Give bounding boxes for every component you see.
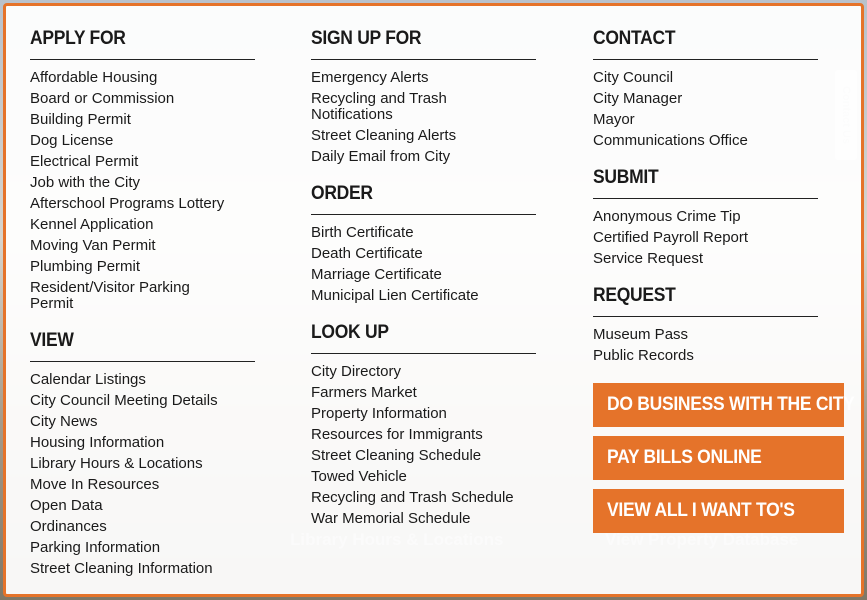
link-birth-certificate[interactable]: Birth Certificate — [311, 224, 414, 241]
link-certified-payroll-report[interactable]: Certified Payroll Report — [593, 229, 749, 246]
link-resident-visitor-parking-permit[interactable]: Resident/Visitor Parking Permit — [30, 279, 190, 312]
link-museum-pass[interactable]: Museum Pass — [593, 326, 689, 343]
link-board-or-commission[interactable]: Board or Commission — [30, 90, 175, 107]
link-anonymous-crime-tip[interactable]: Anonymous Crime Tip — [593, 208, 741, 225]
link-job-with-city[interactable]: Job with the City — [30, 174, 141, 191]
link-parking-information[interactable]: Parking Information — [30, 539, 161, 556]
section-divider — [30, 361, 255, 362]
section-divider — [30, 59, 255, 60]
link-service-request[interactable]: Service Request — [593, 250, 704, 267]
link-afterschool-lottery[interactable]: Afterschool Programs Lottery — [30, 195, 225, 212]
request-list — [593, 327, 833, 369]
section-heading-sign-up-for: SIGN UP FOR — [311, 28, 422, 49]
pay-bills-label: PAY BILLS ONLINE — [607, 447, 762, 468]
link-public-records[interactable]: Public Records — [593, 347, 694, 364]
section-heading-request: REQUEST — [593, 285, 676, 306]
link-kennel-application[interactable]: Kennel Application — [30, 216, 154, 233]
link-resources-for-immigrants[interactable]: Resources for Immigrants — [311, 426, 483, 443]
section-heading-view: VIEW — [30, 330, 74, 351]
link-war-memorial-schedule[interactable]: War Memorial Schedule — [311, 510, 471, 527]
submit-list — [593, 209, 833, 272]
view-all-button[interactable] — [593, 489, 844, 533]
link-city-council[interactable]: City Council — [593, 69, 674, 86]
do-business-label: DO BUSINESS WITH THE CITY — [607, 394, 855, 415]
link-plumbing-permit[interactable]: Plumbing Permit — [30, 258, 141, 275]
section-divider — [593, 316, 818, 317]
link-mayor[interactable]: Mayor — [593, 111, 635, 128]
contact-list — [593, 70, 833, 154]
link-library-hours[interactable]: Library Hours & Locations — [30, 455, 203, 472]
do-business-button[interactable] — [593, 383, 855, 427]
section-heading-order: ORDER — [311, 183, 373, 204]
link-affordable-housing[interactable]: Affordable Housing — [30, 69, 158, 86]
view-list — [30, 372, 270, 582]
section-heading-contact: CONTACT — [593, 28, 676, 49]
link-city-council-meeting-details[interactable]: City Council Meeting Details — [30, 392, 218, 409]
link-street-cleaning-alerts[interactable]: Street Cleaning Alerts — [311, 127, 457, 144]
i-want-to-menu-panel — [3, 3, 864, 597]
link-calendar-listings[interactable]: Calendar Listings — [30, 371, 146, 388]
link-city-news[interactable]: City News — [30, 413, 98, 430]
link-ordinances[interactable]: Ordinances — [30, 518, 107, 535]
section-divider — [593, 198, 818, 199]
link-municipal-lien-certificate[interactable]: Municipal Lien Certificate — [311, 287, 479, 304]
section-divider — [311, 353, 536, 354]
link-farmers-market[interactable]: Farmers Market — [311, 384, 417, 401]
link-recycling-trash-notifications[interactable]: Recycling and Trash Notifications — [311, 90, 447, 123]
link-daily-email[interactable]: Daily Email from City — [311, 148, 451, 165]
section-heading-look-up: LOOK UP — [311, 322, 389, 343]
view-all-label: VIEW ALL I WANT TO'S — [607, 500, 795, 521]
section-divider — [311, 214, 536, 215]
link-city-directory[interactable]: City Directory — [311, 363, 402, 380]
section-heading-submit: SUBMIT — [593, 167, 659, 188]
link-communications-office[interactable]: Communications Office — [593, 132, 748, 149]
link-dog-license[interactable]: Dog License — [30, 132, 114, 149]
section-heading-apply-for: APPLY FOR — [30, 28, 126, 49]
link-open-data[interactable]: Open Data — [30, 497, 103, 514]
pay-bills-button[interactable] — [593, 436, 844, 480]
apply-for-list — [30, 70, 270, 317]
link-emergency-alerts[interactable]: Emergency Alerts — [311, 69, 429, 86]
link-housing-information[interactable]: Housing Information — [30, 434, 165, 451]
link-street-cleaning-information[interactable]: Street Cleaning Information — [30, 560, 213, 577]
link-recycling-trash-schedule[interactable]: Recycling and Trash Schedule — [311, 489, 514, 506]
section-divider — [311, 59, 536, 60]
section-divider — [593, 59, 818, 60]
sign-up-for-list — [311, 70, 551, 170]
link-towed-vehicle[interactable]: Towed Vehicle — [311, 468, 407, 485]
link-electrical-permit[interactable]: Electrical Permit — [30, 153, 139, 170]
link-property-information[interactable]: Property Information — [311, 405, 447, 422]
link-move-in-resources[interactable]: Move In Resources — [30, 476, 160, 493]
link-building-permit[interactable]: Building Permit — [30, 111, 131, 128]
link-street-cleaning-schedule[interactable]: Street Cleaning Schedule — [311, 447, 482, 464]
order-list — [311, 225, 551, 309]
link-city-manager[interactable]: City Manager — [593, 90, 683, 107]
look-up-list — [311, 364, 551, 532]
link-moving-van-permit[interactable]: Moving Van Permit — [30, 237, 156, 254]
link-marriage-certificate[interactable]: Marriage Certificate — [311, 266, 442, 283]
link-death-certificate[interactable]: Death Certificate — [311, 245, 423, 262]
